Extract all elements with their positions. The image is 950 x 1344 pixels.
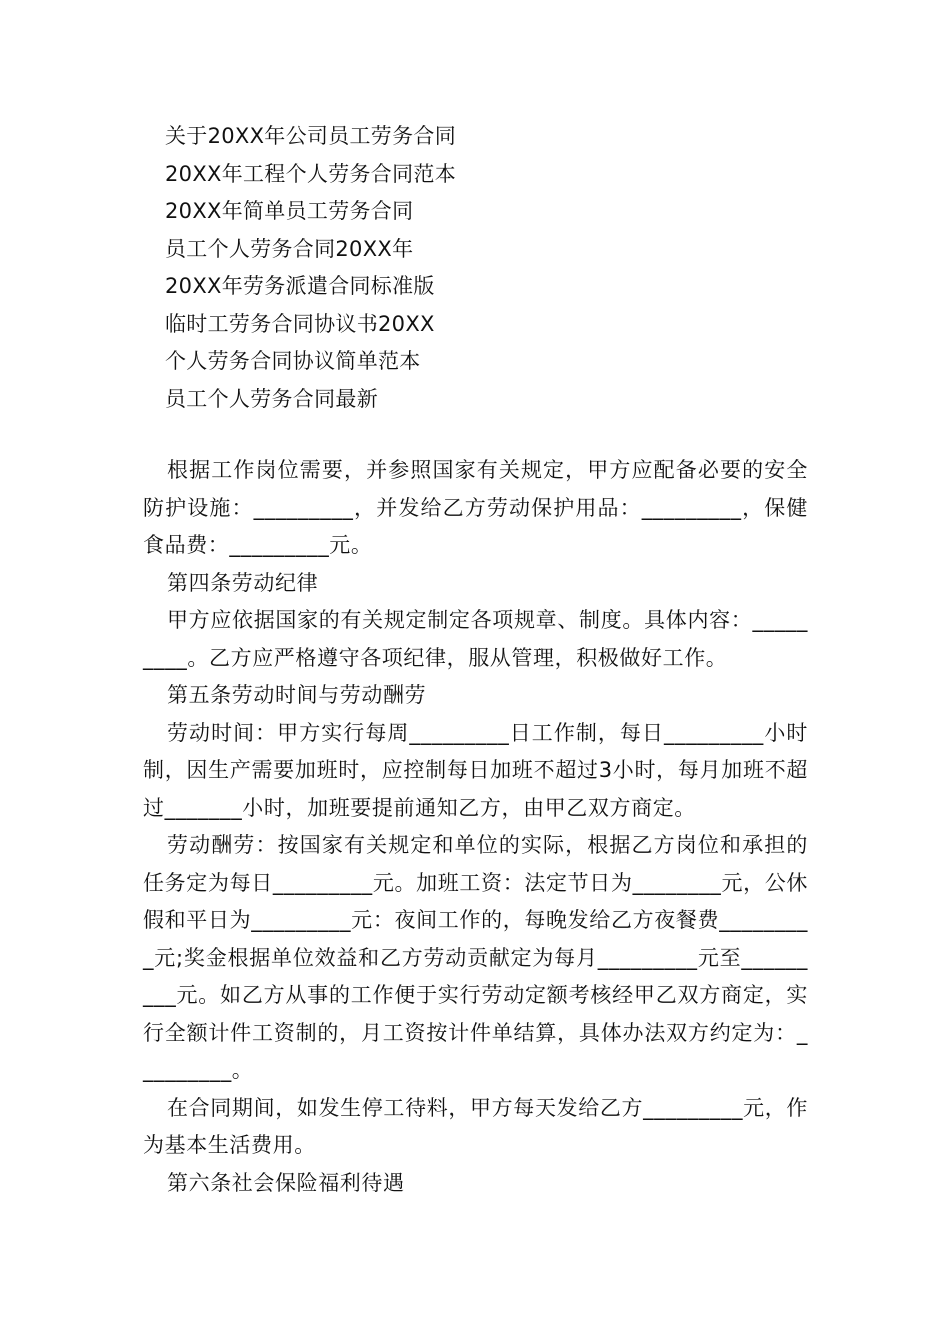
heading-article-6: 第六条社会保险福利待遇: [167, 1170, 405, 1195]
list-item: 员工个人劳务合同20XX年: [165, 236, 414, 261]
paragraph-remuneration: 劳动酬劳：按国家有关规定和单位的实际，根据乙方岗位和承担的任务定为每日_________元。加班工资：法定节日为________元，公休假和平日为_________元：夜间工作的，每晚发给乙方夜餐费_________元;奖金根据单位效益和乙方劳动贡献定为每月_________元至_________元。如乙方从事的工作便于实行劳动定额考核经甲乙双方商定，实行全额计件工资制的，月工资按计件单结算，具体办法双方约定为：_________。: [143, 833, 808, 1082]
list-item: 关于20XX年公司员工劳务合同: [165, 124, 456, 148]
list-item: 临时工劳务合同协议书20XX: [165, 311, 435, 336]
paragraph-work-stoppage: 在合同期间，如发生停工待料，甲方每天发给乙方_________元，作为基本生活费用。: [143, 1095, 808, 1157]
paragraph-working-hours: 劳动时间：甲方实行每周_________日工作制，每日_________小时制，因生产需要加班时，应控制每日加班不超过3小时，每月加班不超过_______小时，加班要提前通知乙方，由甲乙双方商定。: [143, 720, 808, 820]
list-item: 员工个人劳务合同最新: [165, 386, 378, 411]
list-item: 个人劳务合同协议简单范本: [165, 349, 421, 373]
contract-body: [143, 452, 808, 1202]
related-contracts-list: [165, 118, 805, 418]
paragraph-safety-equipment: 根据工作岗位需要，并参照国家有关规定，甲方应配备必要的安全防护设施：_________，并发给乙方劳动保护用品：_________，保健食品费：_________元。: [143, 458, 808, 557]
heading-article-4: 第四条劳动纪律: [167, 570, 319, 595]
paragraph-labor-discipline: 甲方应依据国家的有关规定制定各项规章、制度。具体内容：_________。乙方应严格遵守各项纪律，服从管理，积极做好工作。: [143, 608, 808, 670]
list-item: 20XX年简单员工劳务合同: [165, 199, 414, 223]
heading-article-5: 第五条劳动时间与劳动酬劳: [167, 683, 427, 707]
list-item: 20XX年劳务派遣合同标准版: [165, 274, 435, 298]
list-item: 20XX年工程个人劳务合同范本: [165, 161, 456, 186]
